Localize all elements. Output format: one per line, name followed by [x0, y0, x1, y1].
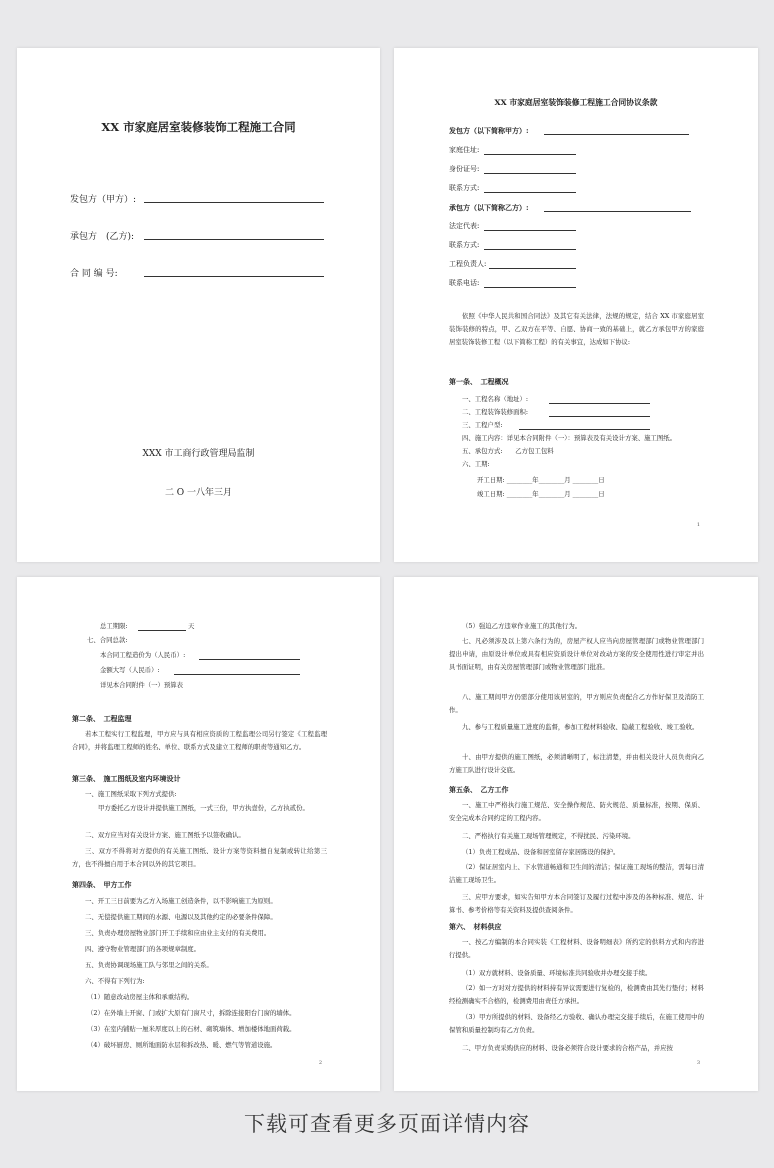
- p4-item-5: （5）强迫乙方违章作业施工的其他行为。: [462, 622, 582, 630]
- article-6-title: 第六、 材料供应: [449, 922, 502, 931]
- p4-item-10: 十、由甲方提供的施工图纸，必须清晰明了，标注清楚，并由相关设计人员负责向乙方施工队进行设计交底。: [449, 753, 704, 774]
- contract-title: XX 市家庭居室装修装饰工程施工合同: [101, 120, 296, 134]
- party-a-field-contact: 联系方式:: [449, 184, 480, 192]
- agreement-terms-page-3: [394, 577, 758, 1091]
- party-b-label: 承包方 (乙方):: [70, 232, 135, 242]
- p4-item-8: 八、施工期间甲方仍需部分使用该居室的，甲方则应负责配合乙方作好保卫及消防工作。: [449, 693, 704, 714]
- item-4: 四、施工内容：详见本合同附件（一）：预算表及有关设计方案、施工图纸。: [462, 434, 677, 442]
- article-2-title: 第二条、 工程监理: [72, 714, 132, 723]
- party-b-header-underline: [544, 211, 691, 212]
- days-unit: 天: [188, 622, 195, 630]
- agreement-title: XX 市家庭居室装饰装修工程施工合同协议条款: [494, 98, 658, 107]
- page-number: 2: [318, 1060, 322, 1066]
- party-a-header-underline: [544, 134, 689, 135]
- party-b-field-contact: 联系方式:: [449, 241, 480, 249]
- page-number: 3: [696, 1060, 700, 1066]
- article-4-item: （4）破坏厨房、厕所地面防水层和拆改热、暖、燃气等管道设施。: [87, 1041, 277, 1049]
- amount-upper-label: 金额大写（人民币）:: [100, 666, 160, 674]
- contract-number-underline: [144, 276, 324, 277]
- article-4-item: 三、负责办理房屋物业部门开工手续和应由业主支付的有关费用。: [85, 929, 271, 937]
- article-5-p1: 一、施工中严格执行施工规范、安全操作规范、防火规范、质量标准，按期、保质、安全完成本合同约定的工程内容。: [449, 801, 704, 822]
- item-3: 三、工程户型:: [462, 421, 503, 429]
- item-5: 五、承包方式: 乙方包工包料: [462, 447, 554, 455]
- field-underline: [484, 249, 576, 250]
- party-b-underline: [144, 239, 324, 240]
- article-5-p3: （1）负责工程成品、设备和居室留存家居陈设的保护。: [462, 848, 620, 856]
- article-5-title: 第五条、 乙方工作: [449, 785, 509, 794]
- field-underline: [484, 192, 576, 193]
- article-4-item: （2）在外墙上开窗、门或扩大原有门窗尺寸，拆除连接阳台门窗的墙体。: [87, 1009, 296, 1017]
- article-4-title: 第四条、 甲方工作: [72, 880, 132, 889]
- article-5-p5: 三、应甲方要求，如实告知甲方本合同签订及履行过程中涉及的各种标准、规范、计算书、参考价格等有关资料及提供查阅条件。: [449, 893, 704, 914]
- article-5-p2: 二、严格执行有关施工现场管理规定，不得扰民、污染环境。: [462, 832, 635, 840]
- download-caption: 下载可查看更多页面详情内容: [244, 1112, 530, 1136]
- party-b-field-phone: 联系电话:: [449, 279, 480, 287]
- article-1-title: 第一条、 工程概况: [449, 377, 509, 386]
- start-date: 开工日期: ________年________月 ________日: [477, 476, 605, 484]
- article-4-item: 一、开工三日前要为乙方入场施工创造条件，以不影响施工为原则。: [85, 897, 277, 905]
- article-4-item: 四、遵守物业管理部门的各项规章制度。: [85, 945, 201, 953]
- article-5-p4: （2）保证居室内上、下水管道畅通和卫生间的清洁；保证施工现场的整洁，需每日清洁施工现场卫生。: [449, 863, 704, 884]
- field-underline: [484, 287, 576, 288]
- amount-label: 本合同工程造价为（人民币）:: [100, 651, 186, 659]
- agreement-terms-page-1: [394, 48, 758, 562]
- item-7: 七、合同总款:: [87, 636, 128, 644]
- item-2: 二、工程装饰装修面积:: [462, 408, 529, 416]
- intro-paragraph: 依照《中华人民共和国合同法》及其它有关法律，法规的规定，结合 XX 市家庭居室装饰装修的特点，甲、乙双方在平等、自愿、协商一致的基础上，就乙方承包甲方的家庭居室装饰装修工程（以下简称工程）的有关事宜，达成如下协议:: [449, 312, 704, 346]
- article-4-item: 六、不得有下列行为:: [85, 977, 145, 985]
- article-6-p2: （1）双方就材料、设备质量、环境标准共同验收并办理交接手续。: [462, 969, 652, 977]
- article-3-p4: 三、双方不得将对方提供的有关施工图纸、设计方案等资料擅自复制或转让给第三方，也不得擅自用于本合同以外的其它项目。: [72, 847, 327, 868]
- party-b-field-manager: 工程负责人:: [449, 260, 487, 268]
- field-underline: [484, 230, 576, 231]
- party-a-underline: [144, 202, 324, 203]
- article-4-item: 二、无偿提供施工期间的水源、电源以及其他约定的必要条件保障。: [85, 913, 277, 921]
- end-date: 竣工日期: ________年________月 ________日: [477, 490, 605, 498]
- page-number: 1: [696, 522, 700, 528]
- cover-date: 二 O 一八年三月: [164, 488, 233, 498]
- supervisor-text: XXX 市工商行政管理局监制: [142, 449, 255, 459]
- item-6: 六、工期:: [462, 460, 490, 468]
- party-a-field-id: 身份证号:: [449, 165, 480, 173]
- contract-number-label: 合 同 编 号:: [70, 269, 118, 279]
- article-6-p1: 一、按乙方编制的本合同实装《工程材料、设备明细表》所约定的供料方式和内容进行提供。: [449, 938, 704, 959]
- field-underline: [174, 674, 300, 675]
- field-underline: [199, 659, 300, 660]
- article-3-p1: 一、施工图纸采取下列方式提供:: [85, 790, 177, 798]
- field-underline: [549, 403, 650, 404]
- field-underline: [489, 268, 576, 269]
- attachment-note: 详见本合同附件（一）预算表: [100, 681, 184, 689]
- party-a-label: 发包方（甲方）:: [70, 195, 137, 205]
- article-3-p2: 甲方委托乙方设计并提供施工图纸，一式三份，甲方执壹份，乙方执贰份。: [98, 804, 309, 812]
- article-3-p3: 二、双方应当对有关设计方案、施工图纸予以签收确认。: [85, 831, 245, 839]
- article-4-item: 五、负责协调现场施工队与邻里之间的关系。: [85, 961, 213, 969]
- field-underline: [138, 630, 186, 631]
- field-underline: [549, 416, 650, 417]
- article-6-p3: （2）如一方对对方提供的材料持有异议需要进行复检的，检测费由其先行垫付；材料经检测确实不合格的，检测费用由责任方承担。: [449, 984, 704, 1005]
- total-days-label: 总工期限:: [100, 622, 128, 630]
- article-3-title: 第三条、 施工图纸及室内环境设计: [72, 774, 181, 783]
- article-4-item: （3）在室内铺贴一厘米厚度以上的石材、砌筑墙体、增加楼体地面荷载。: [87, 1025, 296, 1033]
- party-a-header: 发包方（以下简称甲方）:: [449, 126, 529, 135]
- party-b-field-rep: 法定代表:: [449, 222, 480, 230]
- article-4-item: （1）随意改动房屋主体和承重结构。: [87, 993, 194, 1001]
- contract-cover-page: [17, 48, 380, 562]
- agreement-terms-page-2: [17, 577, 380, 1091]
- field-underline: [484, 173, 576, 174]
- party-b-header: 承包方（以下简称乙方）:: [449, 203, 529, 212]
- party-a-field-address: 家庭住址:: [449, 146, 480, 154]
- article-2-text: 若本工程实行工程监理，甲方应与具有相应资质的工程监理公司另行签定《工程监理合同》，并将监理工程师的姓名、单位、联系方式及建立工程师的职责等通知乙方。: [72, 730, 327, 751]
- field-underline: [519, 429, 650, 430]
- field-underline: [484, 154, 576, 155]
- p4-item-9: 九、参与工程质量施工进度的监督，参加工程材料验收、隐蔽工程验收、竣工验收。: [462, 723, 699, 731]
- article-6-p5: 二、甲方负责采购供应的材料、设备必须符合设计要求的合格产品，并应按: [462, 1044, 673, 1052]
- article-6-p4: （3）甲方所提供的材料、设备经乙方验收、确认办理完交接手续后，在施工使用中的保管和质量控制均有乙方负责。: [449, 1013, 704, 1034]
- item-1: 一、工程名称（地址）:: [462, 395, 529, 403]
- p4-item-7: 七、凡必须涉及以上第六条行为的，房屋产权人应当向房屋管理部门或物业管理部门提出申请，由原设计单位或具有相应资质设计单位对改动方案的安全使用性进行审定并出具书面证明，由有关房屋管理部门或物业管理部门批准。: [449, 637, 704, 671]
